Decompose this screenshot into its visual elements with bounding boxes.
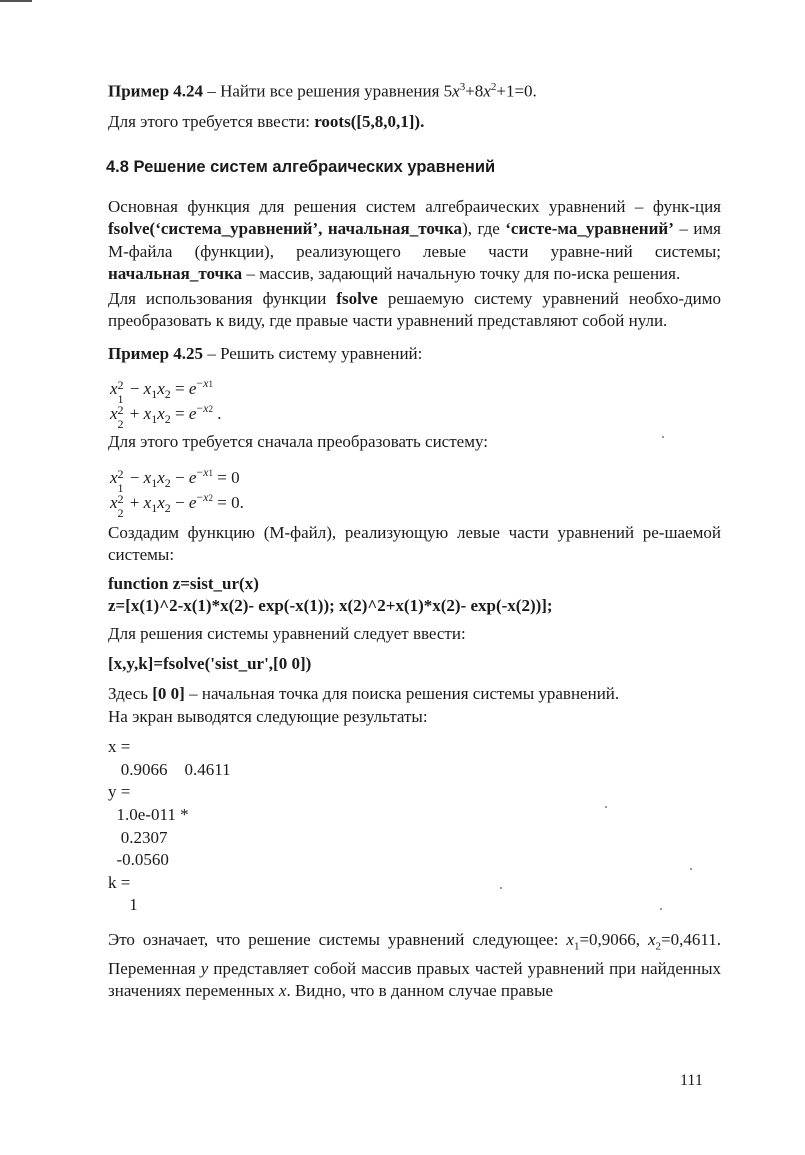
- solve-line: Для решения системы уравнений следует ввести:: [108, 623, 466, 643]
- section-heading: 4.8 Решение систем алгебраических уравнений: [106, 157, 496, 176]
- paragraph-fsolve-intro: Основная функция для решения систем алгебраических уравнений – функ-ция fsolve(‘система_уравнений’, начальная_точка), где ‘систе-ма_уравнений’ – имя М-файла (функции), реализующего левые части уравне-ний системы; начальная_точка – массив, задающий начальную точку для по-иска решения.: [108, 196, 721, 284]
- page-number: 111: [680, 1072, 703, 1089]
- enter-roots-line: Для этого требуется ввести: roots([5,8,0,1]).: [108, 112, 425, 132]
- start-point-line: Здесь [0 0] – начальная точка для поиска решения системы уравнений.: [108, 684, 620, 704]
- matlab-output: [108, 736, 721, 917]
- scan-speck: [660, 908, 662, 910]
- output-k-label: k =: [108, 872, 131, 892]
- example-label: Пример 4.24: [108, 81, 204, 101]
- output-x-values: 0.9066 0.4611: [108, 759, 231, 779]
- roots-command: roots([5,8,0,1]).: [314, 112, 425, 132]
- example-label: Пример 4.25: [108, 343, 204, 363]
- equation-2-zero: x 2 2 + $x_1x_2 - e^{-x2} = 0$.: [110, 489, 244, 520]
- equation-system-original: [108, 371, 721, 432]
- transform-line: Для этого требуется сначала преобразовать систему:: [108, 432, 488, 452]
- paragraph-fsolve-usage: Для использования функции fsolve решаемую систему уравнений необхо-димо преобразовать к виду, где правые части уравнений представляют собой нули.: [108, 288, 722, 331]
- equation-2: x 2 2 + $x_1x_2 = e^{-x2}$ .: [110, 401, 222, 432]
- example-4-24: Пример 4.24 – Найти все решения уравнения $5x^3+8x^2+1=0$.: [108, 81, 537, 101]
- example-4-25: Пример 4.25 – Решить систему уравнений:: [108, 343, 423, 363]
- code-function-body: z=[x(1)^2-x(1)*x(2)- exp(-x(1)); x(2)^2+x(1)*x(2)- exp(-x(2))];: [108, 595, 553, 615]
- output-y-scale: 1.0e-011 *: [108, 804, 189, 824]
- scan-speck: [500, 887, 502, 889]
- function-code-block: [108, 573, 721, 617]
- code-fsolve-call: [x,y,k]=fsolve('sist_ur',[0 0]): [108, 654, 312, 674]
- output-y-value-1: 0.2307: [108, 827, 168, 847]
- equation-system-transformed: [108, 460, 721, 520]
- output-y-value-2: -0.0560: [108, 850, 169, 870]
- paragraph-create-function: Создадим функцию (М-файл), реализующую левые части уравнений ре-шаемой системы:: [108, 522, 721, 565]
- equation-1-zero: x 2 1 − $x_1x_2 - e^{-x1} = 0$: [110, 464, 240, 495]
- output-x-label: x =: [108, 737, 131, 757]
- screen-output-line: На экран выводятся следующие результаты:: [108, 706, 428, 726]
- scan-edge-mark: [0, 0, 32, 2]
- document-page: [108, 76, 721, 1003]
- scan-speck: [662, 436, 664, 438]
- output-k-value: 1: [108, 895, 138, 915]
- scan-speck: [690, 868, 692, 870]
- code-function-header: function z=sist_ur(x): [108, 573, 259, 593]
- paragraph-conclusion: Это означает, что решение системы уравнений следующее: $x_1=0,9066$, $x_2=0,4611$. Переменная y представляет собой массив правых частей уравнений при найденных значениях переменных x. Видно, что в данном случае правые: [108, 929, 722, 1001]
- equation-1: x 2 1 − $x_1x_2 = e^{-x1}$: [110, 376, 213, 407]
- output-y-label: y =: [108, 782, 131, 802]
- scan-speck: [605, 806, 607, 808]
